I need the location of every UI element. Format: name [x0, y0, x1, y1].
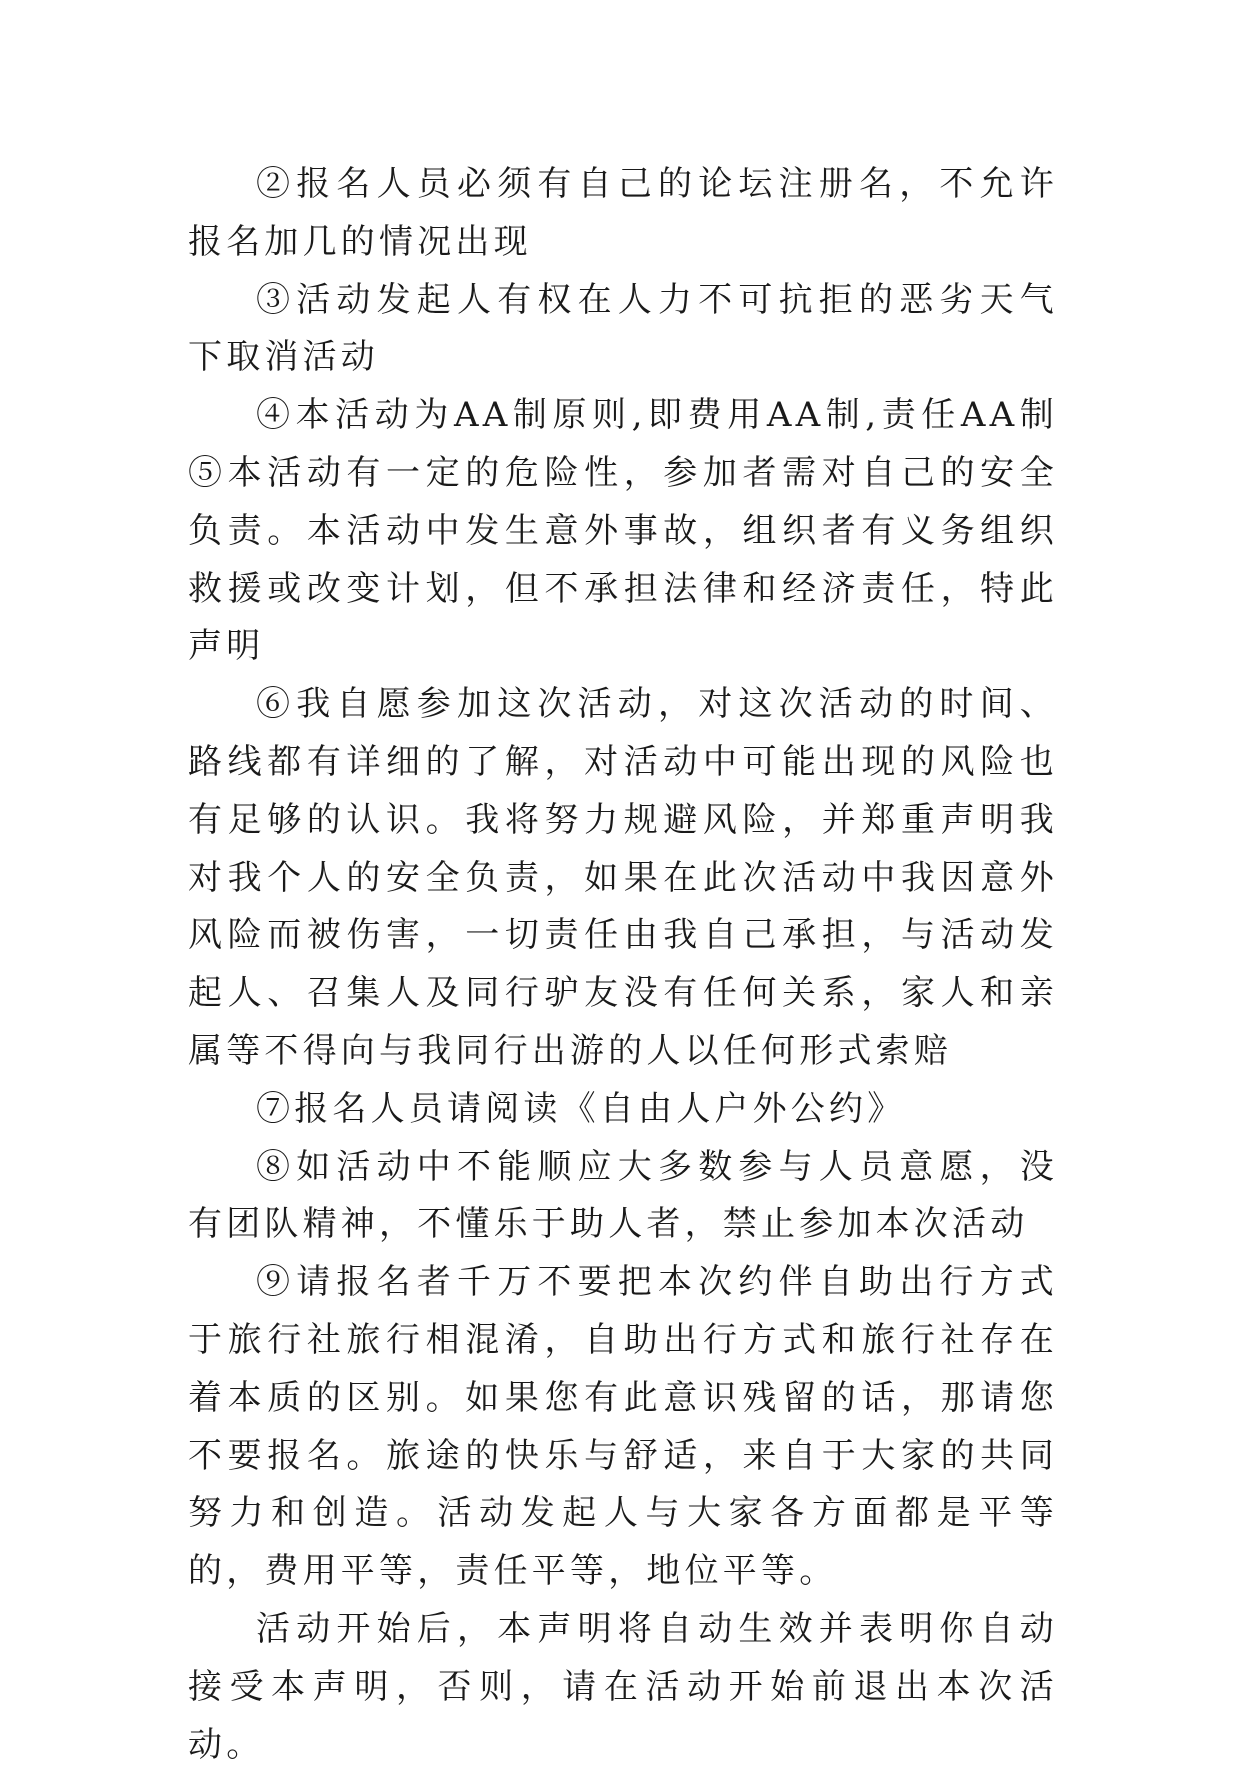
paragraph-aa-risk-rule: ④本活动为AA制原则,即费用AA制,责任AA制 ⑤本活动有一定的危险性，参加者需对自己的安全负责。本活动中发生意外事故，组织者有义务组织救援或改变计划，但不承担法律和经济责任，特此声明 [188, 395, 1058, 667]
paragraph-cancel-rule: ③活动发起人有权在人力不可抗拒的恶劣天气下取消活动 [188, 279, 1058, 378]
paragraph-effective-statement: 活动开始后，本声明将自动生效并表明你自动接受本声明，否则，请在活动开始前退出本次活动。 [188, 1608, 1058, 1765]
document-body [188, 156, 1058, 1774]
paragraph-team-spirit: ⑧如活动中不能顺应大多数参与人员意愿，没有团队精神，不懂乐于助人者，禁止参加本次活动 [188, 1146, 1058, 1245]
paragraph-read-convention: ⑦报名人员请阅读《自由人户外公约》 [256, 1088, 906, 1129]
paragraph-not-travel-agency: ⑨请报名者千万不要把本次约伴自助出行方式于旅行社旅行相混淆，自助出行方式和旅行社存在着本质的区别。如果您有此意识残留的话，那请您不要报名。旅途的快乐与舒适，来自于大家的共同努力和创造。活动发起人与大家各方面都是平等的，费用平等，责任平等，地位平等。 [188, 1262, 1058, 1592]
paragraph-voluntary-statement: ⑥我自愿参加这次活动，对这次活动的时间、路线都有详细的了解，对活动中可能出现的风险也有足够的认识。我将努力规避风险，并郑重声明我对我个人的安全负责，如果在此次活动中我因意外风险而被伤害，一切责任由我自己承担，与活动发起人、召集人及同行驴友没有任何关系，家人和亲属等不得向与我同行出游的人以任何形式索赔 [188, 684, 1058, 1071]
paragraph-registration-rule: ②报名人员必须有自己的论坛注册名，不允许报名加几的情况出现 [188, 164, 1058, 262]
